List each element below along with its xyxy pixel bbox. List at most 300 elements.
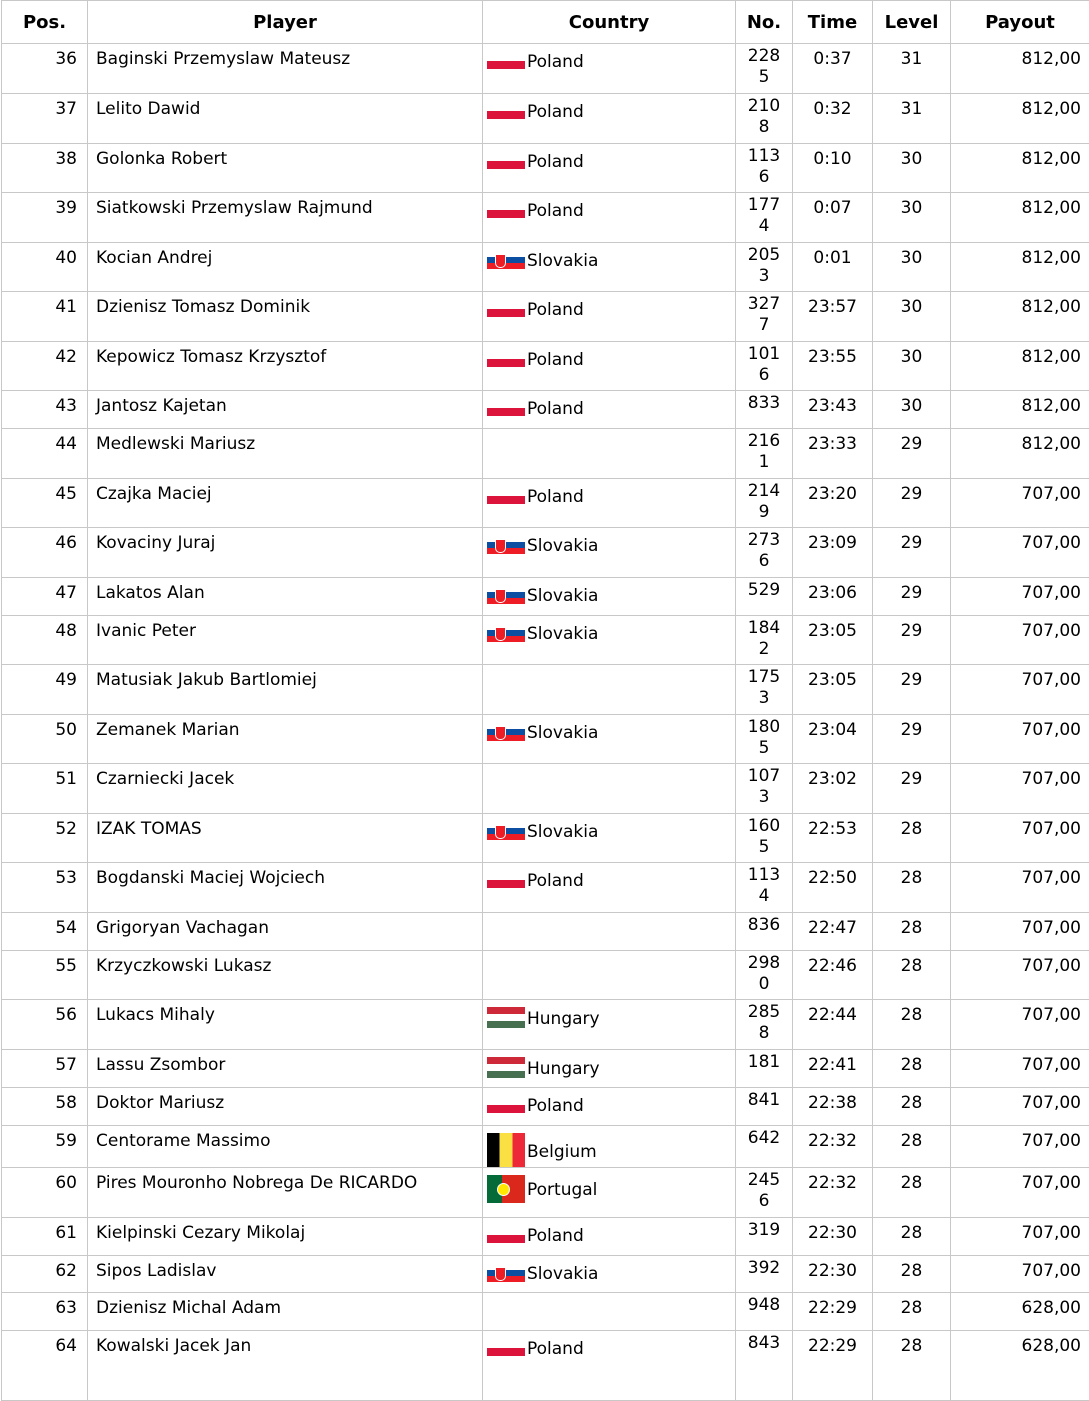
time-cell: 23:55 [793, 342, 873, 391]
table-row [2, 1126, 1089, 1168]
player-name-cell: Dzienisz Tomasz Dominik [88, 292, 483, 342]
pos-cell: 45 [2, 479, 88, 528]
time-cell: 23:05 [793, 665, 873, 715]
payout-cell: 707,00 [951, 616, 1089, 665]
entry-number-cell-text: 2108 [746, 96, 782, 138]
country-name: Poland [527, 1096, 584, 1116]
entry-number-cell [736, 44, 793, 94]
level-cell: 28 [873, 1256, 951, 1293]
belgium-flag-icon [487, 1133, 525, 1167]
country-cell [483, 616, 736, 665]
player-name-cell: Kowalski Jacek Jan [88, 1331, 483, 1401]
level-cell: 29 [873, 764, 951, 814]
entry-number-cell-text: 836 [746, 915, 782, 936]
entry-number-cell [736, 578, 793, 616]
country-cell [483, 1331, 736, 1401]
header-row [2, 1, 1089, 44]
country-cell [483, 814, 736, 863]
entry-number-cell-text: 1136 [746, 146, 782, 188]
level-cell: 30 [873, 193, 951, 243]
country-name: Poland [527, 871, 584, 891]
entry-number-cell [736, 193, 793, 243]
player-name-cell: Lassu Zsombor [88, 1050, 483, 1088]
portugal-flag-icon [487, 1175, 525, 1203]
time-cell: 22:30 [793, 1256, 873, 1293]
player-name-cell: Grigoryan Vachagan [88, 913, 483, 951]
time-cell: 22:44 [793, 1000, 873, 1050]
table-row [2, 528, 1089, 578]
time-cell: 22:30 [793, 1218, 873, 1256]
level-cell: 28 [873, 1218, 951, 1256]
entry-number-cell-text: 2858 [746, 1002, 782, 1044]
entry-number-cell-text: 529 [746, 580, 782, 601]
poland-flag-icon [487, 202, 525, 218]
level-cell: 30 [873, 391, 951, 429]
pos-cell: 41 [2, 292, 88, 342]
table-row [2, 292, 1089, 342]
payout-cell: 707,00 [951, 1126, 1089, 1168]
time-cell: 22:38 [793, 1088, 873, 1126]
time-cell: 22:32 [793, 1168, 873, 1218]
table-row [2, 391, 1089, 429]
table-row [2, 1293, 1089, 1331]
player-name-cell: Kocian Andrej [88, 243, 483, 292]
country-cell [483, 44, 736, 94]
pos-cell: 55 [2, 951, 88, 1000]
table-row [2, 715, 1089, 764]
table-row [2, 193, 1089, 243]
level-cell: 28 [873, 1168, 951, 1218]
country-name: Poland [527, 52, 584, 72]
time-cell: 23:57 [793, 292, 873, 342]
table-row [2, 44, 1089, 94]
entry-number-cell-text: 948 [746, 1295, 782, 1316]
payout-cell: 707,00 [951, 528, 1089, 578]
country-name: Slovakia [527, 586, 598, 606]
player-name-cell: Krzyczkowski Lukasz [88, 951, 483, 1000]
entry-number-cell [736, 144, 793, 193]
level-cell: 29 [873, 528, 951, 578]
entry-number-cell-text: 1605 [746, 816, 782, 858]
poland-flag-icon [487, 488, 525, 504]
level-cell: 29 [873, 715, 951, 764]
table-row [2, 1000, 1089, 1050]
payout-cell: 707,00 [951, 863, 1089, 913]
player-name-cell: Dzienisz Michal Adam [88, 1293, 483, 1331]
entry-number-cell [736, 1256, 793, 1293]
country-cell [483, 1050, 736, 1088]
entry-number-cell-text: 1805 [746, 717, 782, 759]
payout-cell: 812,00 [951, 342, 1089, 391]
level-cell: 28 [873, 1088, 951, 1126]
entry-number-cell-text: 1016 [746, 344, 782, 386]
header-payout: Payout [951, 1, 1089, 44]
pos-cell: 44 [2, 429, 88, 479]
level-cell: 28 [873, 1050, 951, 1088]
country-name: Poland [527, 201, 584, 221]
entry-number-cell [736, 479, 793, 528]
table-row [2, 1218, 1089, 1256]
entry-number-cell-text: 1753 [746, 667, 782, 709]
country-name: Poland [527, 152, 584, 172]
country-name: Poland [527, 102, 584, 122]
player-name-cell: Czarniecki Jacek [88, 764, 483, 814]
country-cell [483, 1168, 736, 1218]
entry-number-cell [736, 913, 793, 951]
country-cell [483, 528, 736, 578]
level-cell: 30 [873, 342, 951, 391]
table-body [2, 44, 1089, 1401]
table-row [2, 1088, 1089, 1126]
level-cell: 30 [873, 292, 951, 342]
player-name-cell: Centorame Massimo [88, 1126, 483, 1168]
country-cell [483, 913, 736, 951]
time-cell: 22:46 [793, 951, 873, 1000]
entry-number-cell [736, 94, 793, 144]
entry-number-cell-text: 2980 [746, 953, 782, 995]
entry-number-cell [736, 243, 793, 292]
entry-number-cell [736, 1000, 793, 1050]
entry-number-cell-text: 3277 [746, 294, 782, 336]
player-name-cell: Zemanek Marian [88, 715, 483, 764]
time-cell: 23:02 [793, 764, 873, 814]
entry-number-cell [736, 429, 793, 479]
payout-cell: 707,00 [951, 1000, 1089, 1050]
country-cell [483, 144, 736, 193]
country-name: Hungary [527, 1009, 600, 1029]
level-cell: 29 [873, 616, 951, 665]
player-name-cell: Jantosz Kajetan [88, 391, 483, 429]
level-cell: 28 [873, 913, 951, 951]
table-row [2, 243, 1089, 292]
pos-cell: 61 [2, 1218, 88, 1256]
entry-number-cell-text: 642 [746, 1128, 782, 1149]
payout-cell: 707,00 [951, 1088, 1089, 1126]
payout-cell: 707,00 [951, 764, 1089, 814]
entry-number-cell-text: 392 [746, 1258, 782, 1279]
header-no: No. [736, 1, 793, 44]
slovakia-flag-icon [487, 723, 525, 741]
level-cell: 28 [873, 1331, 951, 1401]
entry-number-cell [736, 764, 793, 814]
time-cell: 0:10 [793, 144, 873, 193]
entry-number-cell [736, 292, 793, 342]
time-cell: 23:20 [793, 479, 873, 528]
country-name: Portugal [527, 1180, 597, 1200]
country-cell [483, 243, 736, 292]
poland-flag-icon [487, 301, 525, 317]
payout-cell: 707,00 [951, 479, 1089, 528]
poland-flag-icon [487, 153, 525, 169]
payout-cell: 812,00 [951, 243, 1089, 292]
time-cell: 22:29 [793, 1331, 873, 1401]
slovakia-flag-icon [487, 586, 525, 604]
player-name-cell: Siatkowski Przemyslaw Rajmund [88, 193, 483, 243]
time-cell: 22:29 [793, 1293, 873, 1331]
time-cell: 22:50 [793, 863, 873, 913]
payout-cell: 707,00 [951, 913, 1089, 951]
pos-cell: 51 [2, 764, 88, 814]
player-name-cell: Lelito Dawid [88, 94, 483, 144]
payout-cell: 812,00 [951, 44, 1089, 94]
table-row [2, 616, 1089, 665]
entry-number-cell [736, 391, 793, 429]
level-cell: 28 [873, 814, 951, 863]
table-row [2, 342, 1089, 391]
payout-cell: 812,00 [951, 391, 1089, 429]
poland-flag-icon [487, 1340, 525, 1356]
country-cell [483, 951, 736, 1000]
entry-number-cell [736, 665, 793, 715]
time-cell: 23:33 [793, 429, 873, 479]
country-name: Poland [527, 350, 584, 370]
table-row [2, 144, 1089, 193]
time-cell: 0:01 [793, 243, 873, 292]
slovakia-flag-icon [487, 1264, 525, 1282]
hungary-flag-icon [487, 1007, 525, 1028]
entry-number-cell-text: 2149 [746, 481, 782, 523]
country-name: Poland [527, 1339, 584, 1359]
entry-number-cell-text: 2736 [746, 530, 782, 572]
table-row [2, 863, 1089, 913]
country-name: Slovakia [527, 822, 598, 842]
slovakia-flag-icon [487, 536, 525, 554]
player-name-cell: Lukacs Mihaly [88, 1000, 483, 1050]
entry-number-cell [736, 1088, 793, 1126]
poland-flag-icon [487, 351, 525, 367]
level-cell: 28 [873, 1000, 951, 1050]
pos-cell: 46 [2, 528, 88, 578]
player-name-cell: Kepowicz Tomasz Krzysztof [88, 342, 483, 391]
table-row [2, 479, 1089, 528]
entry-number-cell [736, 528, 793, 578]
country-name: Hungary [527, 1059, 600, 1079]
level-cell: 29 [873, 665, 951, 715]
country-cell [483, 429, 736, 479]
slovakia-flag-icon [487, 251, 525, 269]
level-cell: 31 [873, 44, 951, 94]
entry-number-cell-text: 181 [746, 1052, 782, 1073]
payout-cell: 707,00 [951, 1218, 1089, 1256]
table-row [2, 951, 1089, 1000]
header-time: Time [793, 1, 873, 44]
entry-number-cell-text: 2161 [746, 431, 782, 473]
poland-flag-icon [487, 400, 525, 416]
country-cell [483, 764, 736, 814]
entry-number-cell-text: 833 [746, 393, 782, 414]
country-cell [483, 342, 736, 391]
poland-flag-icon [487, 1227, 525, 1243]
table-row [2, 913, 1089, 951]
country-cell [483, 94, 736, 144]
pos-cell: 48 [2, 616, 88, 665]
table-row [2, 578, 1089, 616]
table-row [2, 94, 1089, 144]
time-cell: 23:06 [793, 578, 873, 616]
entry-number-cell [736, 342, 793, 391]
entry-number-cell [736, 1331, 793, 1401]
entry-number-cell-text: 843 [746, 1333, 782, 1354]
level-cell: 30 [873, 144, 951, 193]
table-row [2, 764, 1089, 814]
table-row [2, 814, 1089, 863]
pos-cell: 62 [2, 1256, 88, 1293]
player-name-cell: Sipos Ladislav [88, 1256, 483, 1293]
country-name: Slovakia [527, 624, 598, 644]
pos-cell: 56 [2, 1000, 88, 1050]
pos-cell: 59 [2, 1126, 88, 1168]
results-table [1, 0, 1089, 1401]
table-row [2, 429, 1089, 479]
entry-number-cell [736, 616, 793, 665]
country-name: Slovakia [527, 723, 598, 743]
country-name: Poland [527, 1226, 584, 1246]
poland-flag-icon [487, 53, 525, 69]
table-header [2, 1, 1089, 44]
time-cell: 0:07 [793, 193, 873, 243]
entry-number-cell-text: 1134 [746, 865, 782, 907]
player-name-cell: Medlewski Mariusz [88, 429, 483, 479]
table-row [2, 665, 1089, 715]
country-cell [483, 292, 736, 342]
country-cell [483, 665, 736, 715]
entry-number-cell-text: 1073 [746, 766, 782, 808]
payout-cell: 707,00 [951, 665, 1089, 715]
level-cell: 29 [873, 429, 951, 479]
payout-cell: 707,00 [951, 1050, 1089, 1088]
player-name-cell: Pires Mouronho Nobrega De RICARDO [88, 1168, 483, 1218]
country-cell [483, 1293, 736, 1331]
pos-cell: 60 [2, 1168, 88, 1218]
time-cell: 23:04 [793, 715, 873, 764]
pos-cell: 42 [2, 342, 88, 391]
player-name-cell: Kielpinski Cezary Mikolaj [88, 1218, 483, 1256]
payout-cell: 628,00 [951, 1331, 1089, 1401]
poland-flag-icon [487, 1097, 525, 1113]
country-name: Poland [527, 487, 584, 507]
pos-cell: 40 [2, 243, 88, 292]
pos-cell: 64 [2, 1331, 88, 1401]
payout-cell: 812,00 [951, 144, 1089, 193]
country-name: Belgium [527, 1142, 597, 1162]
time-cell: 22:53 [793, 814, 873, 863]
poland-flag-icon [487, 872, 525, 888]
pos-cell: 39 [2, 193, 88, 243]
pos-cell: 58 [2, 1088, 88, 1126]
time-cell: 23:43 [793, 391, 873, 429]
country-cell [483, 578, 736, 616]
table-row [2, 1050, 1089, 1088]
table-row [2, 1256, 1089, 1293]
country-cell [483, 1256, 736, 1293]
poland-flag-icon [487, 103, 525, 119]
level-cell: 28 [873, 863, 951, 913]
hungary-flag-icon [487, 1057, 525, 1078]
entry-number-cell-text: 1774 [746, 195, 782, 237]
pos-cell: 38 [2, 144, 88, 193]
pos-cell: 49 [2, 665, 88, 715]
country-name: Slovakia [527, 1264, 598, 1284]
pos-cell: 50 [2, 715, 88, 764]
time-cell: 22:32 [793, 1126, 873, 1168]
pos-cell: 47 [2, 578, 88, 616]
country-cell [483, 1000, 736, 1050]
level-cell: 28 [873, 951, 951, 1000]
pos-cell: 37 [2, 94, 88, 144]
pos-cell: 54 [2, 913, 88, 951]
player-name-cell: Golonka Robert [88, 144, 483, 193]
header-pos: Pos. [2, 1, 88, 44]
country-cell [483, 1126, 736, 1168]
level-cell: 28 [873, 1126, 951, 1168]
player-name-cell: Baginski Przemyslaw Mateusz [88, 44, 483, 94]
entry-number-cell-text: 841 [746, 1090, 782, 1111]
payout-cell: 628,00 [951, 1293, 1089, 1331]
table-row [2, 1331, 1089, 1401]
country-cell [483, 391, 736, 429]
payout-cell: 812,00 [951, 429, 1089, 479]
header-player: Player [88, 1, 483, 44]
country-cell [483, 863, 736, 913]
pos-cell: 36 [2, 44, 88, 94]
entry-number-cell [736, 951, 793, 1000]
player-name-cell: Lakatos Alan [88, 578, 483, 616]
entry-number-cell [736, 1050, 793, 1088]
time-cell: 23:09 [793, 528, 873, 578]
country-cell [483, 479, 736, 528]
player-name-cell: Kovaciny Juraj [88, 528, 483, 578]
entry-number-cell [736, 1126, 793, 1168]
country-name: Slovakia [527, 536, 598, 556]
payout-cell: 707,00 [951, 814, 1089, 863]
level-cell: 28 [873, 1293, 951, 1331]
payout-cell: 812,00 [951, 193, 1089, 243]
pos-cell: 63 [2, 1293, 88, 1331]
entry-number-cell-text: 1842 [746, 618, 782, 660]
country-cell [483, 1218, 736, 1256]
pos-cell: 52 [2, 814, 88, 863]
payout-cell: 707,00 [951, 1168, 1089, 1218]
payout-cell: 812,00 [951, 94, 1089, 144]
time-cell: 0:37 [793, 44, 873, 94]
country-name: Poland [527, 300, 584, 320]
header-country: Country [483, 1, 736, 44]
country-cell [483, 715, 736, 764]
player-name-cell: Bogdanski Maciej Wojciech [88, 863, 483, 913]
time-cell: 23:05 [793, 616, 873, 665]
level-cell: 29 [873, 479, 951, 528]
entry-number-cell [736, 715, 793, 764]
country-cell [483, 1088, 736, 1126]
player-name-cell: Matusiak Jakub Bartlomiej [88, 665, 483, 715]
country-cell [483, 193, 736, 243]
entry-number-cell [736, 1218, 793, 1256]
payout-cell: 812,00 [951, 292, 1089, 342]
pos-cell: 57 [2, 1050, 88, 1088]
player-name-cell: IZAK TOMAS [88, 814, 483, 863]
entry-number-cell-text: 2456 [746, 1170, 782, 1212]
player-name-cell: Doktor Mariusz [88, 1088, 483, 1126]
entry-number-cell [736, 1168, 793, 1218]
player-name-cell: Ivanic Peter [88, 616, 483, 665]
entry-number-cell [736, 863, 793, 913]
entry-number-cell-text: 2285 [746, 46, 782, 88]
level-cell: 29 [873, 578, 951, 616]
header-level: Level [873, 1, 951, 44]
entry-number-cell [736, 814, 793, 863]
pos-cell: 53 [2, 863, 88, 913]
time-cell: 22:47 [793, 913, 873, 951]
